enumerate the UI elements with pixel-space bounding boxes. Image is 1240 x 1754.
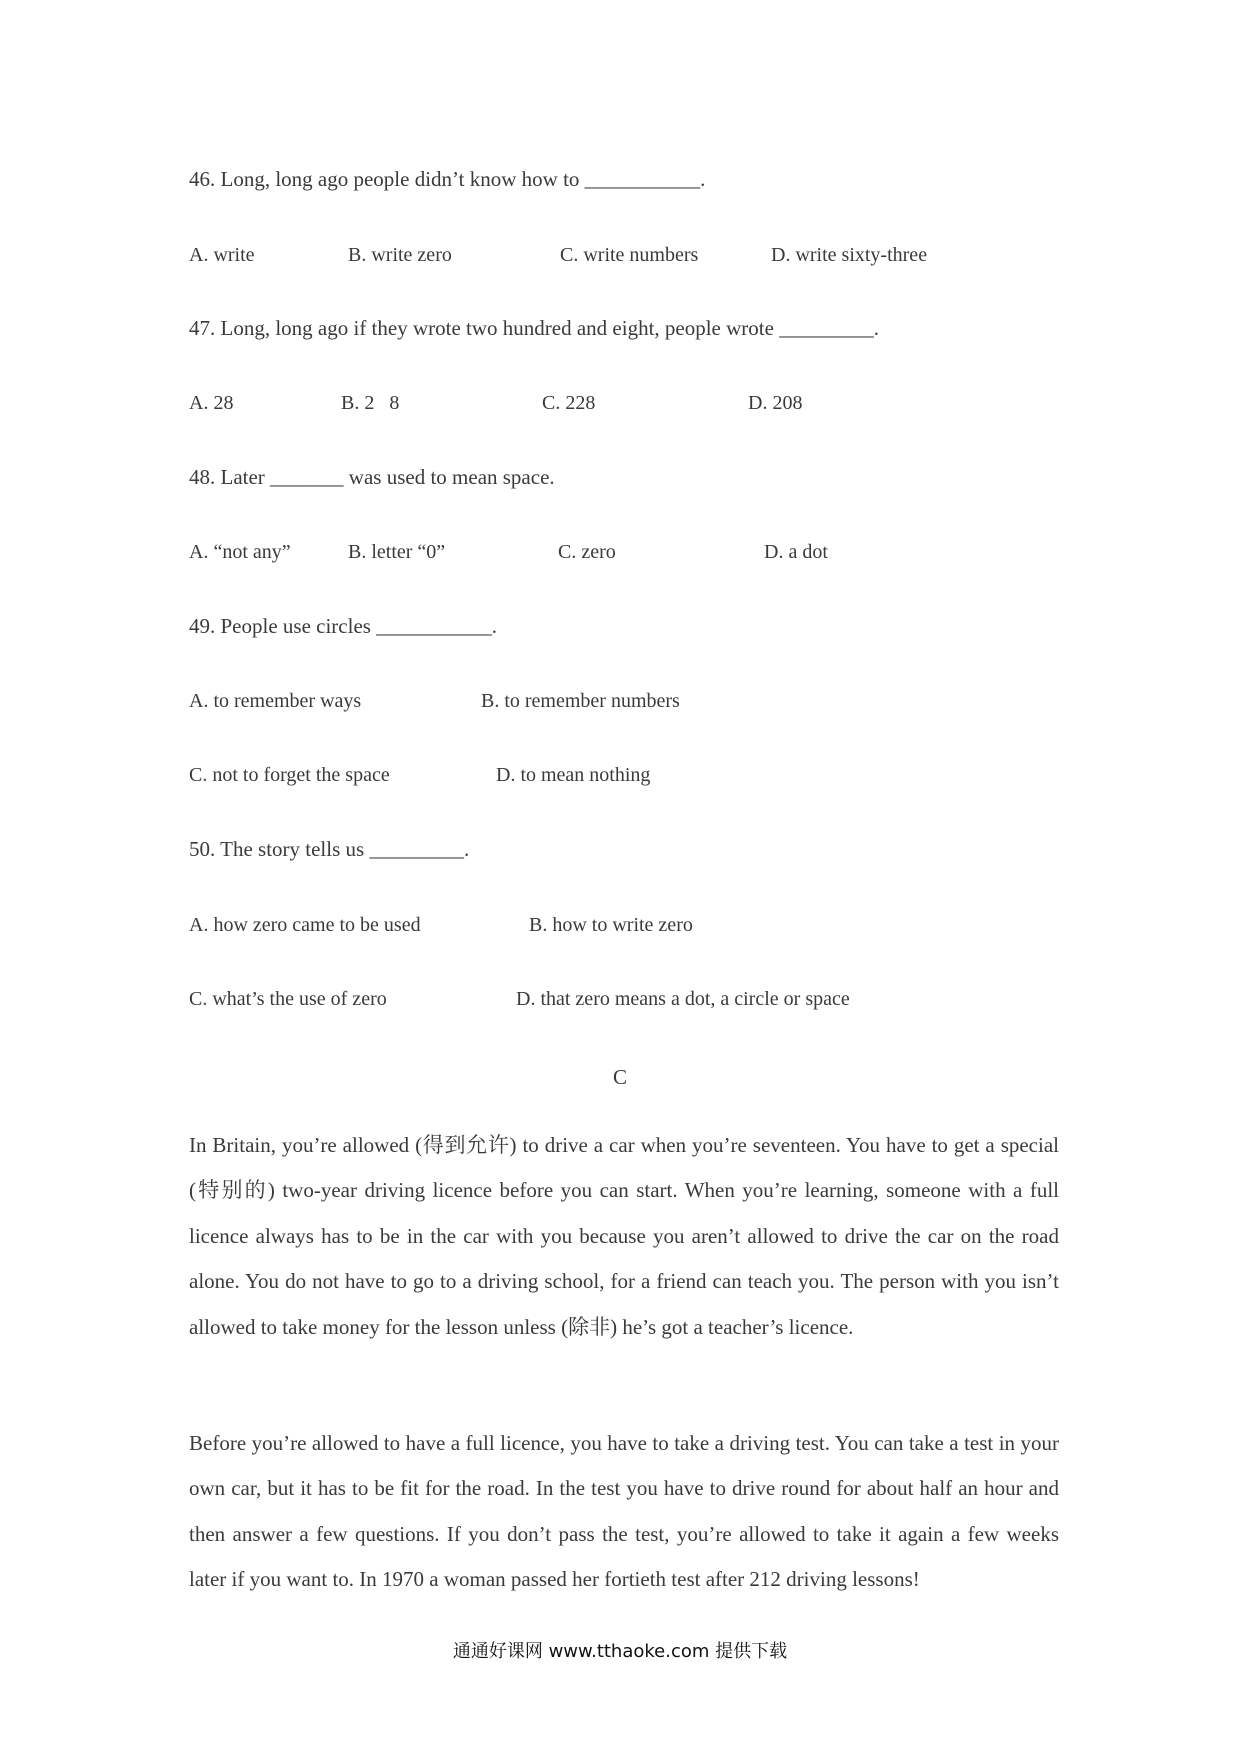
page-footer: 通通好课网 www.tthaoke.com 提供下载 [452, 1641, 788, 1662]
question-47-option-d: D. 208 [748, 392, 803, 414]
question-48-option-b: B. letter “0” [348, 541, 446, 563]
question-47-option-a: A. 28 [189, 392, 234, 414]
question-49-option-c: C. not to forget the space [189, 764, 390, 786]
question-49-option-b: B. to remember numbers [481, 690, 680, 712]
question-48-stem: 48. Later _______ was used to mean space. [189, 465, 555, 489]
question-50-stem: 50. The story tells us _________. [189, 837, 470, 861]
question-48-option-c: C. zero [558, 541, 616, 563]
question-47-option-b: B. 2 8 [341, 392, 400, 414]
question-50-option-c: C. what’s the use of zero [189, 988, 387, 1010]
question-48-option-d: D. a dot [764, 541, 828, 563]
section-label: C [612, 1065, 627, 1089]
question-50-option-b: B. how to write zero [529, 914, 693, 936]
question-49-option-d: D. to mean nothing [496, 764, 651, 786]
question-48-option-a: A. “not any” [189, 541, 291, 563]
question-49-option-a: A. to remember ways [189, 690, 362, 712]
question-46-option-c: C. write numbers [560, 244, 699, 266]
question-50-option-d: D. that zero means a dot, a circle or space [516, 988, 850, 1010]
question-50-option-a: A. how zero came to be used [189, 914, 421, 936]
question-46-stem: 46. Long, long ago people didn’t know how to ___________. [189, 167, 706, 191]
question-49-stem: 49. People use circles ___________. [189, 614, 497, 638]
passage-paragraph-2: Before you’re allowed to have a full licence, you have to take a driving test. You can take a test in your own car, but it has to be fit for the road. In the test you have to drive round for about half an hour and then answer a few questions. If you don’t pass the test, you’re allowed to take it again a few weeks later if you want to. In 1970 a woman passed her fortieth test after 212 driving lessons! [189, 1431, 1059, 1592]
question-46-option-d: D. write sixty-three [771, 244, 928, 266]
question-47-stem: 47. Long, long ago if they wrote two hundred and eight, people wrote _________. [189, 316, 879, 340]
question-47-option-c: C. 228 [542, 392, 596, 414]
passage-paragraph-1: In Britain, you’re allowed (得到允许) to drive a car when you’re seventeen. You have to get a special (特别的) two-year driving licence before you can start. When you’re learning, someone with a full licence always has to be in the car with you because you aren’t allowed to drive the car on the road alone. You do not have to go to a driving school, for a friend can teach you. The person with you isn’t allowed to take money for the lesson unless (除非) he’s got a teacher’s licence. [189, 1133, 1059, 1339]
question-46-option-a: A. write [189, 244, 255, 266]
question-46-option-b: B. write zero [348, 244, 452, 266]
